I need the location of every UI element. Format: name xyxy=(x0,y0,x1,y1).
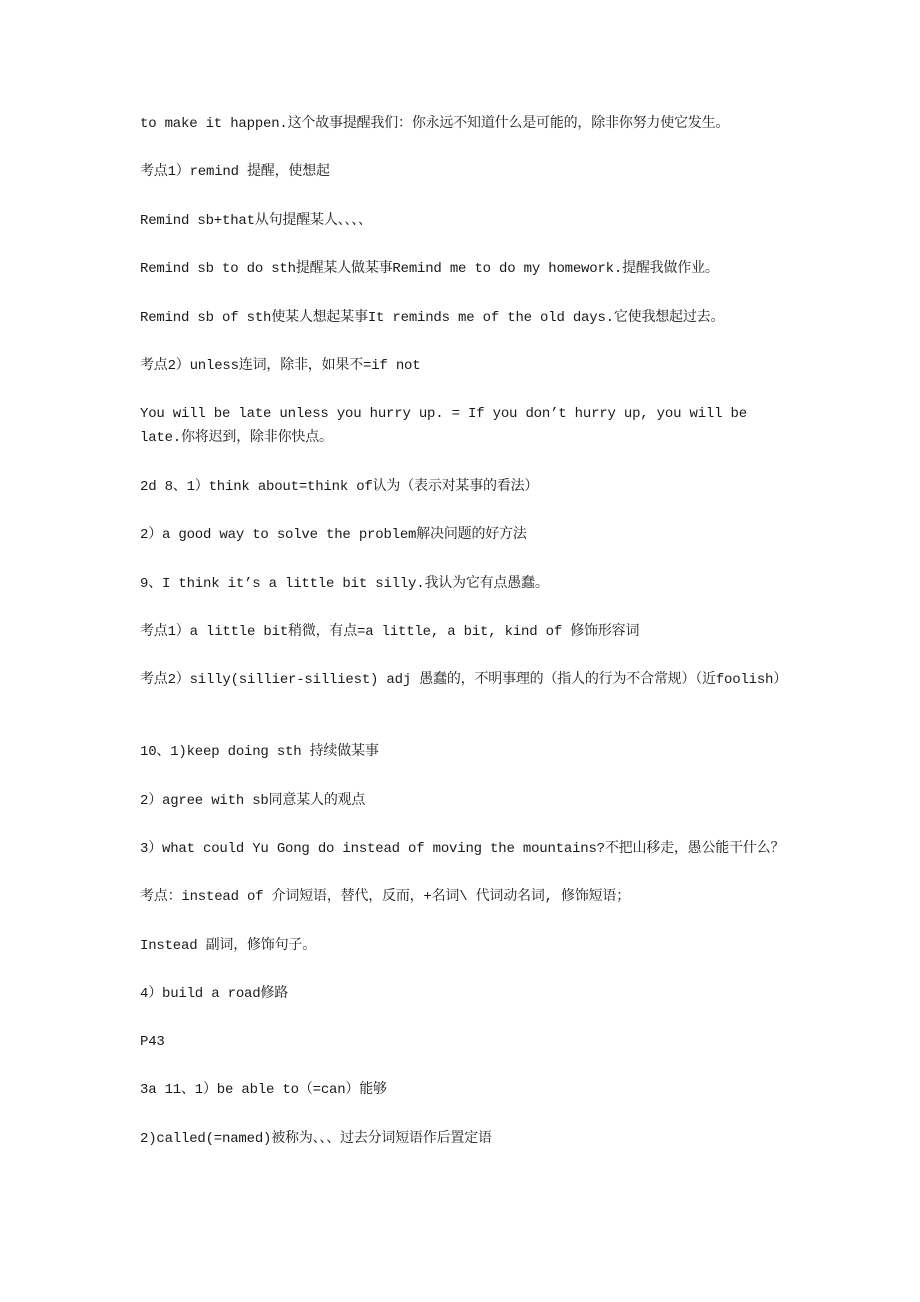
paragraph-unless-example: You will be late unless you hurry up. = If you don’t hurry up, you will be late.你将迟到，除非你快点。 xyxy=(140,406,747,446)
paragraph-build-road: 4）build a road修路 xyxy=(140,986,289,1002)
paragraph-agree-with: 2）agree with sb同意某人的观点 xyxy=(140,793,366,809)
paragraph-story-reminder: to make it happen.这个故事提醒我们：你永远不知道什么是可能的，除非你努力使它发生。 xyxy=(140,116,730,132)
paragraph-keep-doing: 10、1)keep doing sth 持续做某事 xyxy=(140,744,379,760)
paragraph-be-able-to: 3a 11、1）be able to（=can）能够 xyxy=(140,1082,387,1098)
page-reference: P43 xyxy=(140,1034,165,1050)
paragraph-silly-sentence: 9、I think it’s a little bit silly.我认为它有点愚蠢。 xyxy=(140,576,549,592)
paragraph-remind-to-do: Remind sb to do sth提醒某人做某事Remind me to do my homework.提醒我做作业。 xyxy=(140,261,719,277)
paragraph-instead-adverb: Instead 副词，修饰句子。 xyxy=(140,938,317,954)
paragraph-point-silly: 考点2）silly(sillier-silliest) adj 愚蠢的，不明事理的（指人的行为不合常规）（近foolish） xyxy=(140,672,788,688)
paragraph-remind-of: Remind sb of sth使某人想起某事It reminds me of the old days.它使我想起过去。 xyxy=(140,310,725,326)
paragraph-remind-that: Remind sb+that从句提醒某人、、、、 xyxy=(140,213,372,229)
paragraph-called: 2)called(=named)被称为、、、过去分词短语作后置定语 xyxy=(140,1131,492,1147)
paragraph-good-way: 2）a good way to solve the problem解决问题的好方法 xyxy=(140,527,527,543)
paragraph-point-remind: 考点1）remind 提醒，使想起 xyxy=(140,164,330,180)
paragraph-point-instead-of: 考点：instead of 介词短语，替代，反而，+名词\ 代词动名词, 修饰短语； xyxy=(140,889,631,905)
paragraph-point-unless: 考点2）unless连词，除非，如果不=if not xyxy=(140,358,421,374)
paragraph-instead-question: 3）what could Yu Gong do instead of moving the mountains?不把山移走，愚公能干什么？ xyxy=(140,841,785,857)
paragraph-point-little-bit: 考点1）a little bit稍微，有点=a little, a bit, kind of 修饰形容词 xyxy=(140,624,640,640)
paragraph-think-about: 2d 8、1）think about=think of认为（表示对某事的看法） xyxy=(140,479,539,495)
